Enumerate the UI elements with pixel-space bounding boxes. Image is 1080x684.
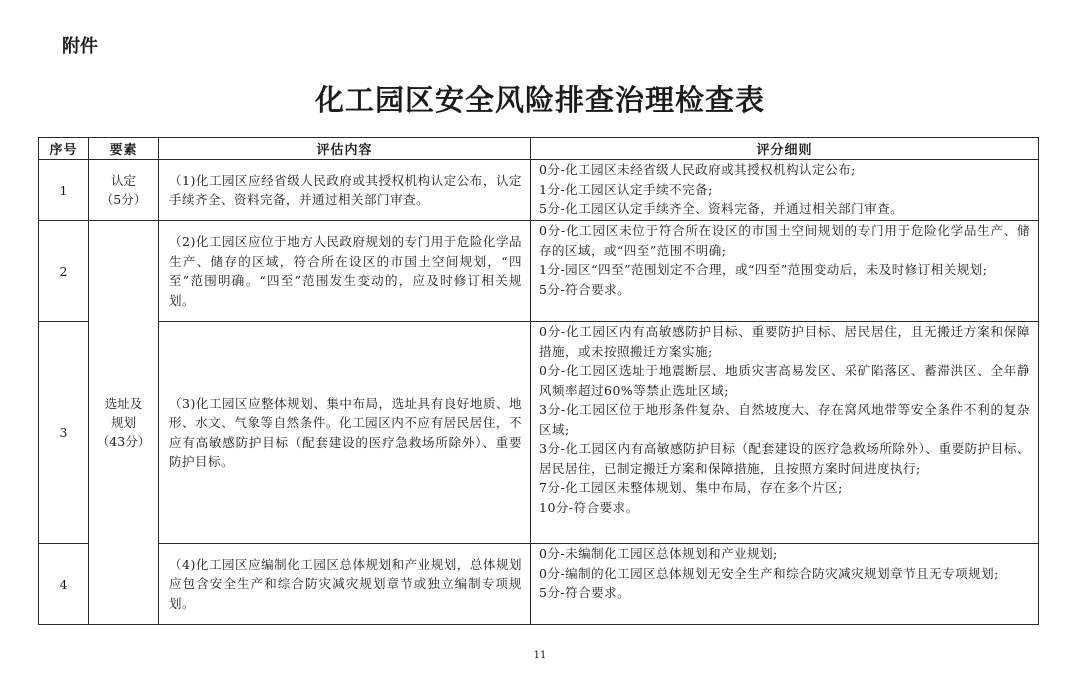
criteria-line: 5分-符合要求。	[539, 585, 631, 600]
element-line: 选址及	[104, 396, 143, 411]
row-number: 3	[39, 322, 89, 544]
criteria-line: 3分-化工园区内有高敏感防护目标（配套建设的医疗急救场所除外）、重要防护目标、居民居住，已制定搬迁方案和保障措施，且按照方案时间进度执行;	[539, 441, 1030, 476]
row-content: （4)化工园区应编制化工园区总体规划和产业规划，总体规划应包含安全生产和综合防灾减灾规划章节或独立编制专项规划。	[159, 544, 531, 625]
row-content: （2)化工园区应位于地方人民政府规划的专门用于危险化学品生产、储存的区域，符合所在设区的市国土空间规划，“四至”范围明确。“四至”范围发生变动的，应及时修订相关规划。	[159, 221, 531, 322]
criteria-line: 5分-化工园区认定手续齐全、资料完备，并通过相关部门审查。	[539, 201, 904, 216]
criteria-line: 7分-化工园区未整体规划、集中布局，存在多个片区;	[539, 480, 843, 495]
row-element	[89, 160, 159, 221]
header-criteria: 评分细则	[531, 138, 1039, 160]
document-title: 化工园区安全风险排查治理检查表	[314, 83, 765, 117]
row-number: 4	[39, 544, 89, 625]
table-row	[39, 544, 1039, 625]
row-criteria	[531, 221, 1039, 322]
row-criteria	[531, 160, 1039, 221]
table-row	[39, 322, 1039, 544]
criteria-line: 5分-符合要求。	[539, 281, 631, 297]
checklist-table	[38, 137, 1039, 625]
criteria-line: 0分-未编制化工园区总体规划和产业规划;	[539, 546, 778, 561]
element-line: （5分）	[100, 192, 147, 207]
criteria-line: 1分-园区“四至”范围划定不合理，或“四至”范围变动后，未及时修订相关规划;	[539, 262, 988, 277]
table-row	[39, 221, 1039, 322]
row-number: 2	[39, 221, 89, 322]
row-criteria	[531, 544, 1039, 625]
criteria-line: 1分-化工园区认定手续不完备;	[539, 181, 713, 197]
element-line: 认定	[110, 173, 136, 188]
criteria-line: 0分-化工园区未经省级人民政府或其授权机构认定公布;	[539, 162, 856, 177]
criteria-line: 3分-化工园区位于地形条件复杂、自然坡度大、存在窝风地带等安全条件不利的复杂区域;	[539, 402, 1030, 437]
attachment-label: 附件	[62, 36, 98, 57]
criteria-line: 10分-符合要求。	[539, 499, 639, 515]
row-element-merged	[89, 221, 159, 625]
table-row	[39, 160, 1039, 221]
table-header-row	[39, 138, 1039, 160]
criteria-line: 0分-化工园区未位于符合所在设区的市国土空间规划的专门用于危险化学品生产、储存的区域，或“四至”范围不明确;	[539, 223, 1030, 258]
header-no: 序号	[39, 138, 89, 160]
criteria-line: 0分-化工园区内有高敏感防护目标、重要防护目标、居民居住，且无搬迁方案和保障措施，或未按照搬迁方案实施;	[539, 324, 1030, 359]
header-element: 要素	[89, 138, 159, 160]
row-number: 1	[39, 160, 89, 221]
element-line: 规划	[110, 415, 136, 430]
criteria-line: 0分-化工园区选址于地震断层、地质灾害高易发区、采矿陷落区、蓄滞洪区、全年静风频率超过60%等禁止选址区域;	[539, 363, 1030, 398]
page-number: 11	[533, 650, 547, 661]
criteria-line: 0分-编制的化工园区总体规划无安全生产和综合防灾减灾规划章节且无专项规划;	[539, 565, 999, 581]
row-content: （1)化工园区应经省级人民政府或其授权机构认定公布，认定手续齐全、资料完备，并通过相关部门审查。	[159, 160, 531, 221]
row-content: （3)化工园区应整体规划、集中布局，选址具有良好地质、地形、水文、气象等自然条件。化工园区内不应有居民居住，不应有高敏感防护目标（配套建设的医疗急救场所除外）、重要防护目标。	[159, 322, 531, 544]
header-content: 评估内容	[159, 138, 531, 160]
element-line: （43分）	[96, 434, 151, 449]
row-criteria	[531, 322, 1039, 544]
